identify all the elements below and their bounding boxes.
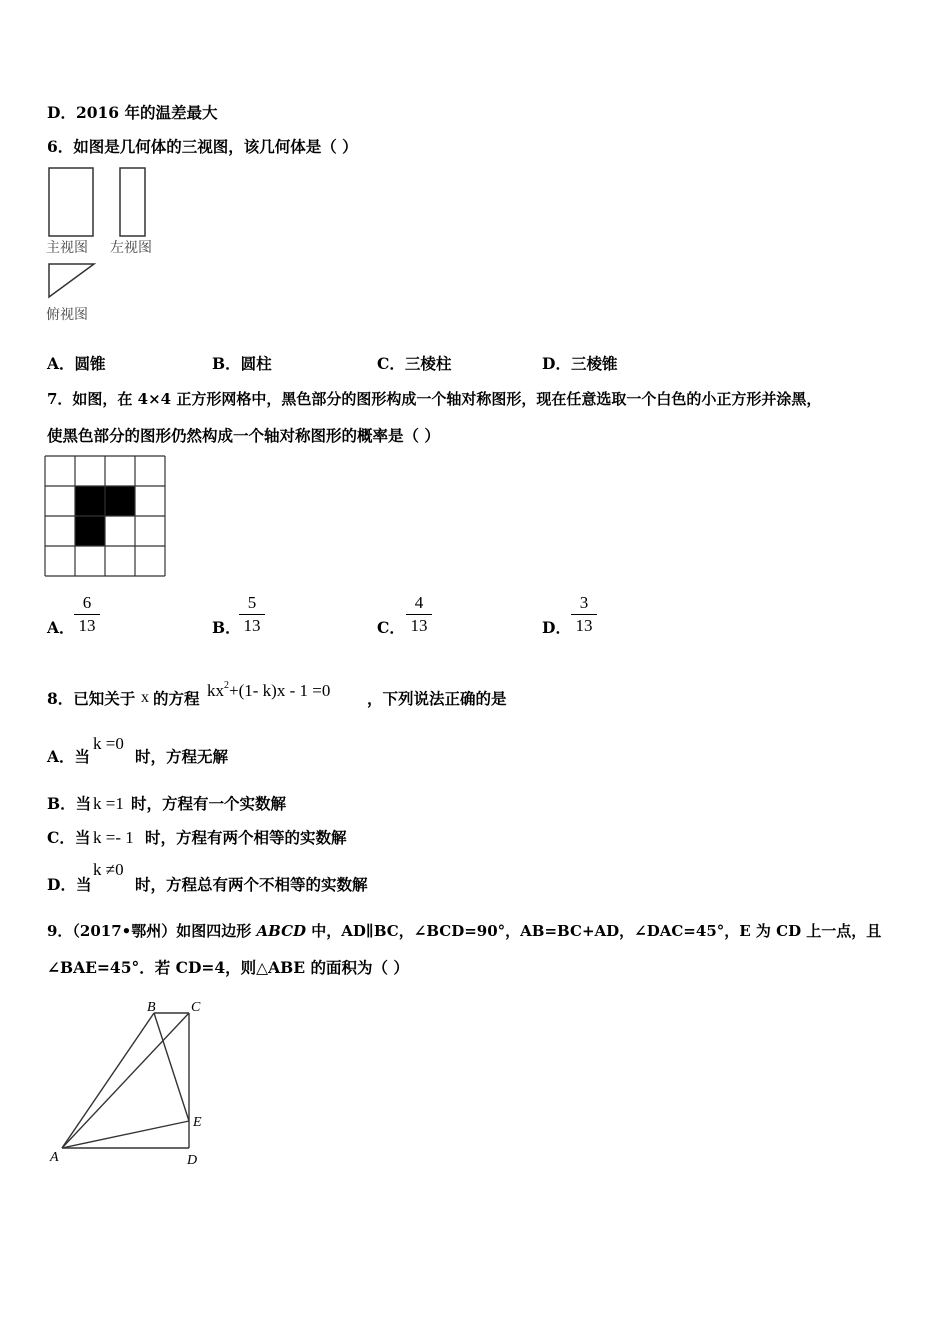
q8-option-d[interactable]: D．当 k ≠0 时，方程总有两个不相等的实数解 — [47, 860, 368, 894]
q6-caption-left: 左视图 — [110, 240, 152, 256]
front-view-rect — [49, 168, 93, 236]
q8-stem-prefix: 8．已知关于 — [47, 689, 136, 708]
q8-stem-suffix: ，下列说法正确的是 — [367, 689, 507, 708]
q7-option-d-fraction: 3 13 — [571, 593, 597, 636]
prev-option-d: D．2016 年的温差最大 — [47, 103, 218, 122]
top-view-triangle — [49, 264, 94, 297]
q7-option-d-label[interactable]: D． — [542, 618, 571, 637]
q6-caption-top: 俯视图 — [46, 307, 88, 323]
q9-quadrilateral-figure — [44, 996, 214, 1171]
label-E: E — [193, 1115, 202, 1130]
q8-eq-a: kx — [207, 681, 224, 700]
label-A: A — [50, 1150, 59, 1165]
black-cell-bottom — [75, 516, 105, 546]
q8-option-c[interactable]: C．当 k =- 1 时，方程有两个相等的实数解 — [47, 828, 347, 847]
segment-AE — [62, 1121, 189, 1148]
label-C: C — [191, 1000, 201, 1015]
q6-option-c[interactable]: C．三棱柱 — [377, 354, 452, 373]
q9-stem-line2: ∠BAE=45°．若 CD=4，则△ABE 的面积为（ ） — [47, 958, 409, 977]
q7-option-a-fraction: 6 13 — [74, 593, 100, 636]
q7-option-b-label[interactable]: B． — [212, 618, 241, 637]
segment-BE — [154, 1013, 189, 1121]
q8-eq-sup: 2 — [224, 680, 229, 691]
q9-stem-line1: 9．（2017•鄂州）如图四边形 ABCD 中，AD∥BC，∠BCD=90°，AB=BC+AD，∠DAC=45°，E 为 CD 上一点，且 — [47, 922, 882, 940]
q7-stem-line1: 7．如图，在 4×4 正方形网格中，黑色部分的图形构成一个轴对称图形，现在任意选取一个白色的小正方形并涂黑， — [47, 390, 822, 408]
label-B: B — [147, 1000, 156, 1015]
q8-variable: x — [141, 689, 149, 706]
q7-option-a-label[interactable]: A． — [47, 618, 75, 637]
q8-option-a[interactable]: A．当 k =0 时，方程无解 — [47, 734, 229, 766]
q6-caption-front: 主视图 — [46, 240, 88, 256]
q6-option-d[interactable]: D．三棱锥 — [542, 354, 618, 373]
q7-stem-line2: 使黑色部分的图形仍然构成一个轴对称图形的概率是（ ） — [47, 426, 440, 445]
q8-stem-mid: 的方程 — [153, 689, 200, 708]
left-view-rect — [120, 168, 145, 236]
q7-option-c-label[interactable]: C． — [377, 618, 405, 637]
label-D: D — [187, 1153, 198, 1168]
q8-eq-b: +(1- k)x - 1 =0 — [229, 681, 331, 700]
q6-stem: 6．如图是几何体的三视图，该几何体是（ ） — [47, 137, 358, 156]
q7-option-c-fraction: 4 13 — [406, 593, 432, 636]
q6-option-b[interactable]: B．圆柱 — [212, 354, 272, 373]
segment-AB — [62, 1013, 154, 1148]
q7-option-b-fraction: 5 13 — [239, 593, 265, 636]
q6-option-a[interactable]: A．圆锥 — [47, 354, 106, 373]
q8-equation — [207, 680, 330, 701]
q8-option-b[interactable]: B．当 k =1 时，方程有一个实数解 — [47, 794, 287, 813]
grid-lines — [45, 456, 165, 576]
segment-AC — [62, 1013, 189, 1148]
q7-grid-figure — [44, 455, 168, 579]
